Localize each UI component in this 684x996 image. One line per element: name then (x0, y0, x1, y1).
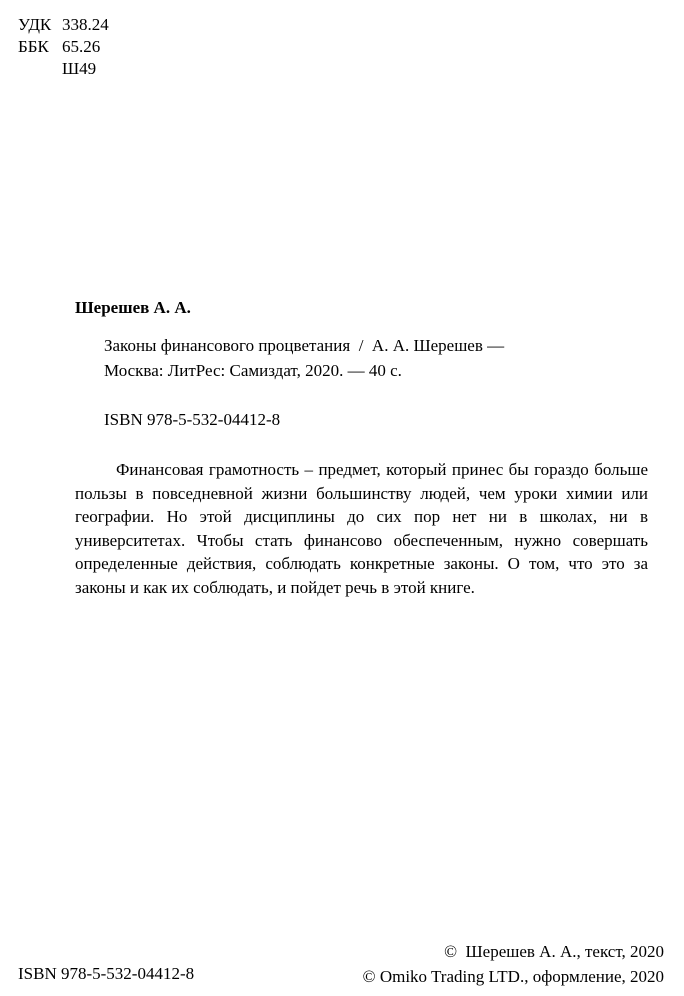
udk-row (18, 14, 138, 36)
bibliographic-publisher-line: Москва: ЛитРес: Самиздат, 2020. — 40 с. (104, 361, 402, 380)
udk-value: 338.24 (62, 15, 109, 34)
author-heading: Шерешев А. А. (75, 298, 191, 317)
bibliographic-title-line: Законы финансового процветания / А. А. Шерешев — (104, 336, 505, 355)
bbk-value: 65.26 (62, 37, 101, 56)
isbn-footer: ISBN 978-5-532-04412-8 (18, 964, 195, 983)
classification-codes (18, 14, 138, 80)
udk-label: УДК (18, 15, 52, 34)
bbk-label: ББК (18, 37, 49, 56)
bbk-row (18, 36, 138, 58)
abstract-paragraph: Финансовая грамотность – предмет, который принес бы гораздо больше пользы в повседневной жизни большинству людей, чем уроки химии или географии. Но этой дисциплины до сих пор нет ни в школах, ни в университетах. Чтобы стать финансово обеспеченным, нужно совершать определенные действия, соблюдать конкретные законы. О том, что это за законы и как их соблюдать, и пойдет речь в этой книге. (75, 460, 648, 597)
isbn-top: ISBN 978-5-532-04412-8 (104, 410, 281, 429)
copyright-design-line: © Omiko Trading LTD., оформление, 2020 (362, 967, 664, 986)
copyright-text-line: © Шерешев А. А., текст, 2020 (444, 942, 664, 961)
abstract (75, 458, 648, 600)
author-mark: Ш49 (62, 59, 97, 78)
copyright-block (304, 939, 664, 989)
author-mark-row (18, 58, 138, 80)
